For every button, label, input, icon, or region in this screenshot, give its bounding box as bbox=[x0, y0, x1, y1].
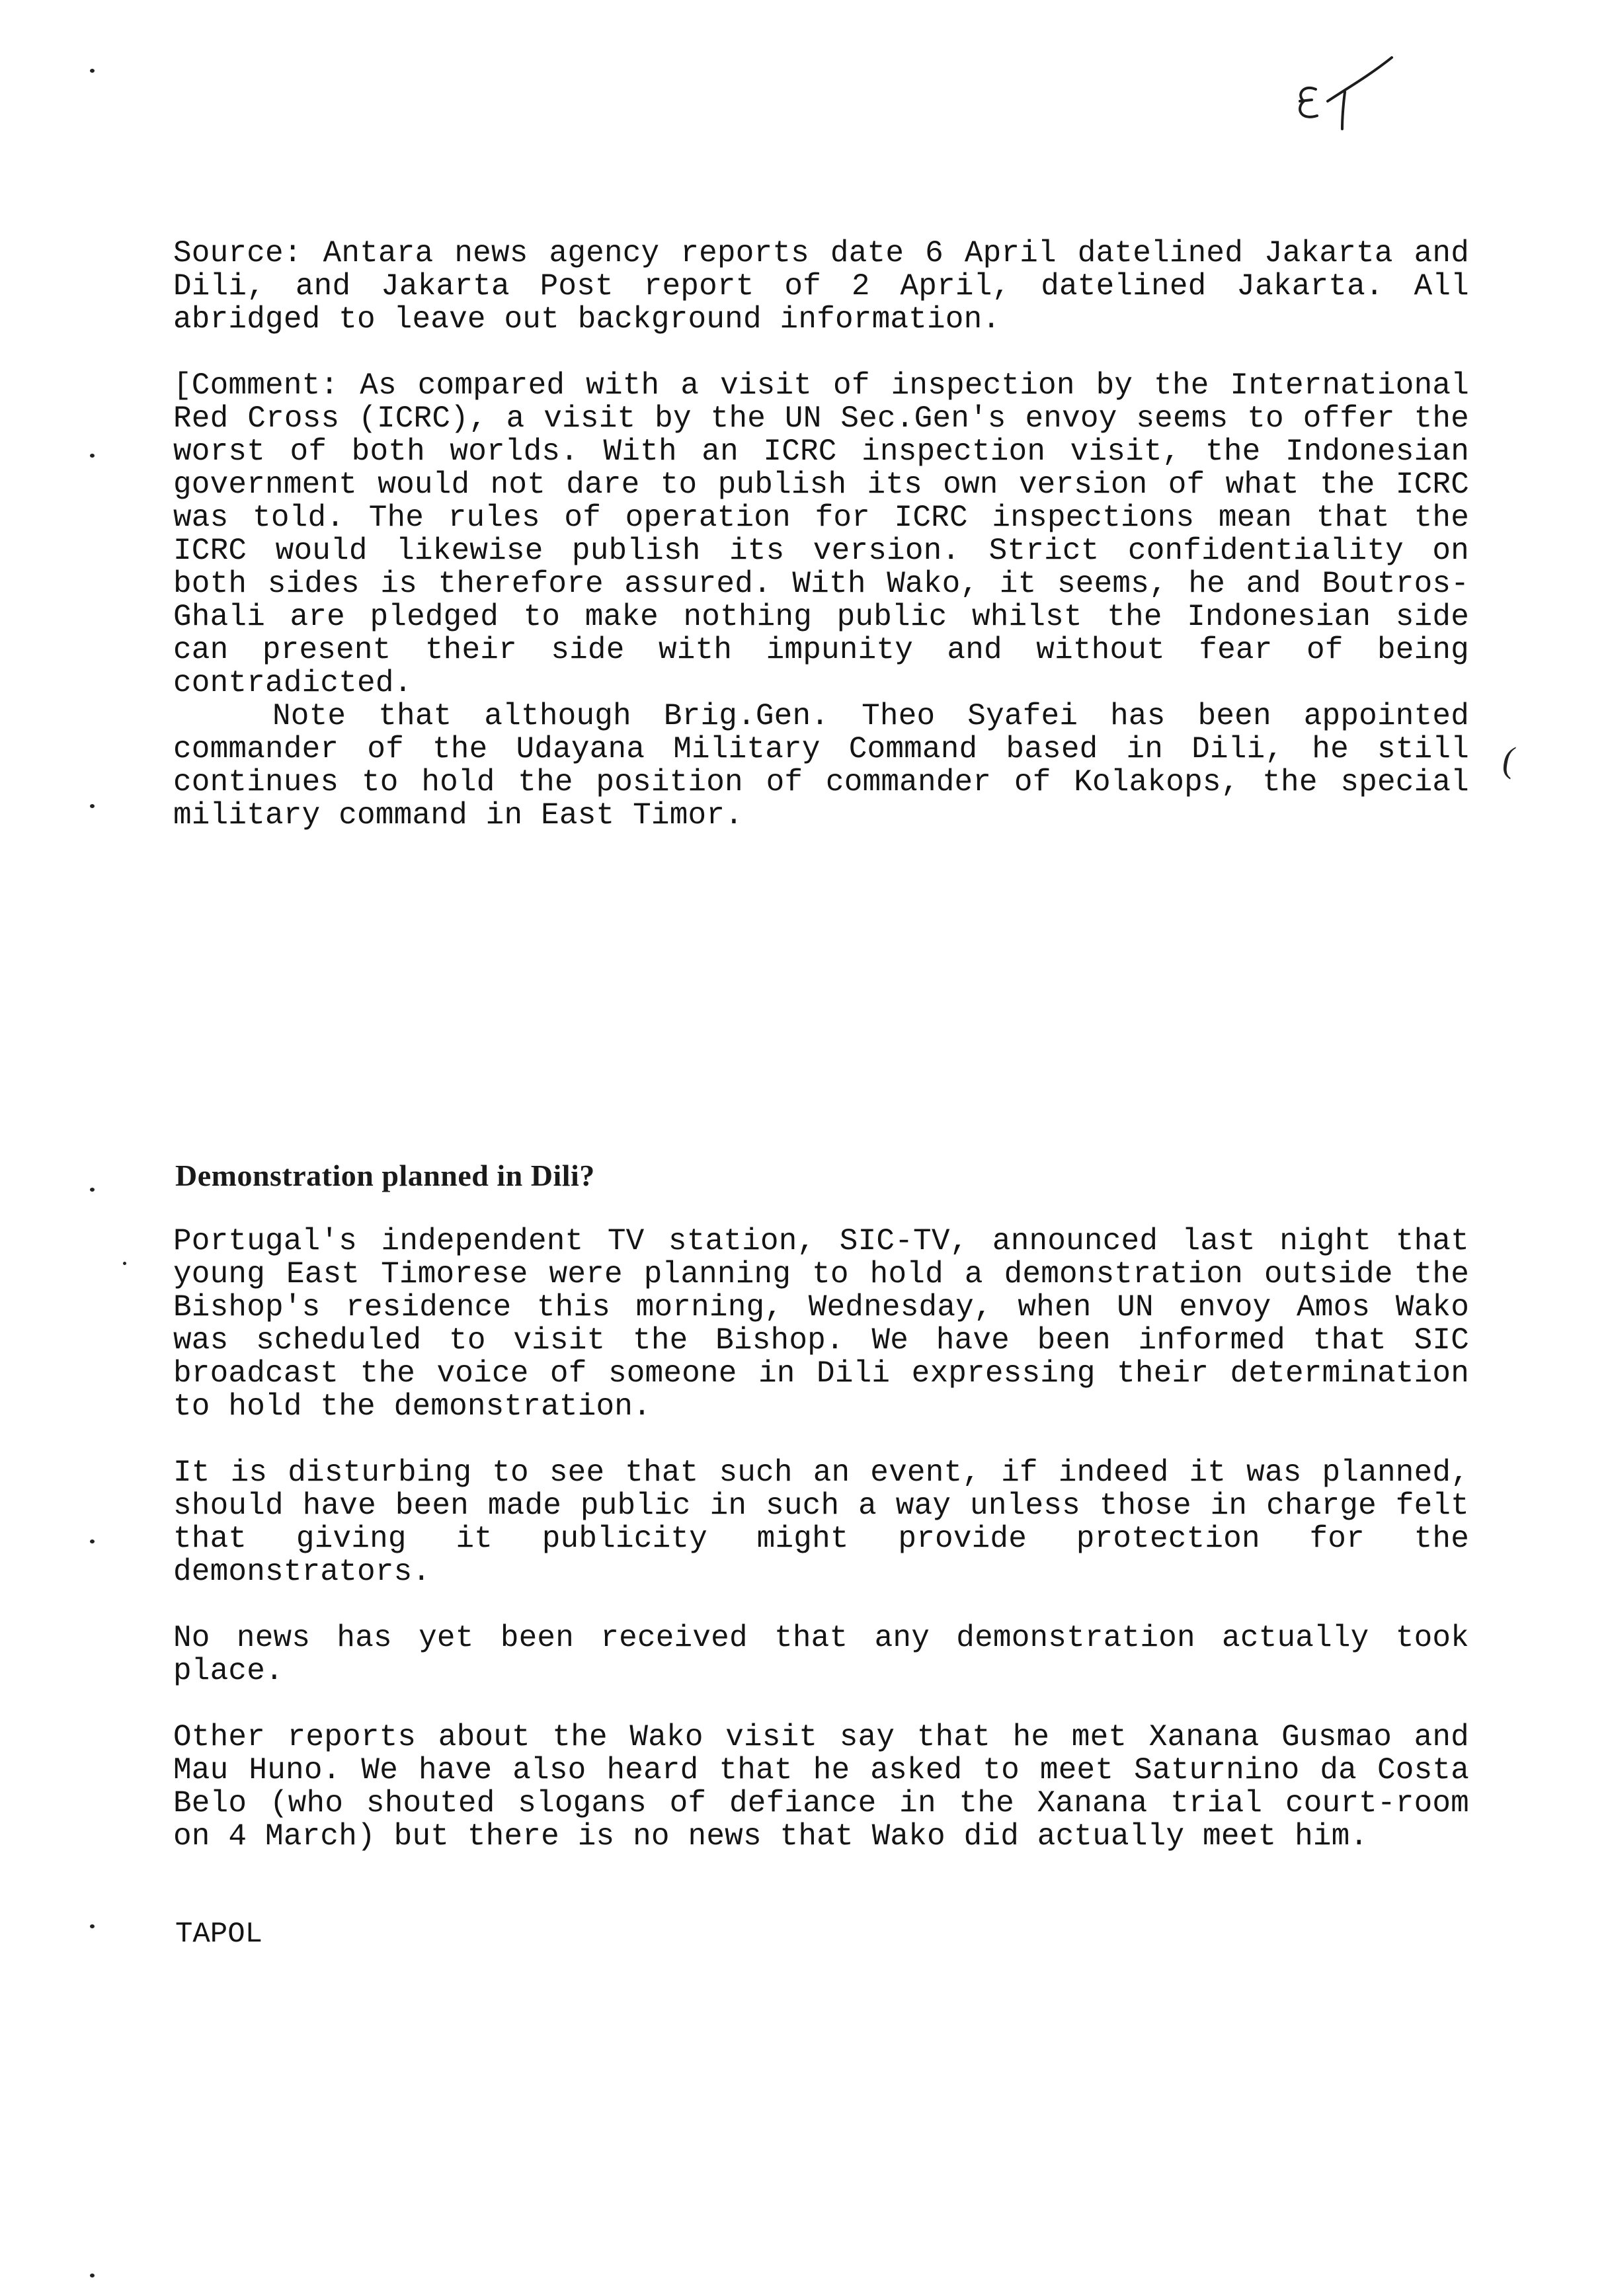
note-text: Note that although Brig.Gen. Theo Syafei has been appointed commander of the Udayana Military Command based in Dili, he still continues to hold the position of commander of Kolakops, the special military command in East Timor. bbox=[173, 699, 1469, 833]
article-paragraph-4 bbox=[173, 1721, 1469, 1853]
article-paragraph-text: It is disturbing to see that such an event, if indeed it was planned, should have been made public in such a way unless those in charge felt that giving it publicity might provide protection for the demonstrators. bbox=[173, 1456, 1469, 1589]
article-paragraph-1 bbox=[173, 1225, 1469, 1423]
margin-speck bbox=[90, 804, 95, 808]
handwritten-initials-et bbox=[1289, 50, 1402, 136]
source-paragraph bbox=[173, 237, 1469, 336]
margin-speck bbox=[90, 1188, 95, 1192]
article-heading: Demonstration planned in Dili? bbox=[175, 1159, 595, 1192]
margin-speck bbox=[90, 1539, 95, 1543]
article-paragraph-text: No news has yet been received that any demonstration actually took place. bbox=[173, 1621, 1469, 1688]
margin-speck bbox=[123, 1262, 126, 1265]
article-paragraph-text: Other reports about the Wako visit say that he met Xanana Gusmao and Mau Huno. We have also heard that he asked to meet Saturnino da Costa Belo (who shouted slogans of defiance in the Xanana trial court-room on 4 March) but there is no news that Wako did actually meet him. bbox=[173, 1720, 1469, 1854]
article-paragraph-text: Portugal's independent TV station, SIC-TV, announced last night that young East Timorese were planning to hold a demonstration outside the Bishop's residence this morning, Wednesday, when UN envoy Amos Wako was scheduled to visit the Bishop. We have been informed that SIC broadcast the voice of someone in Dili expressing their determination to hold the demonstration. bbox=[173, 1224, 1469, 1424]
margin-speck bbox=[90, 69, 95, 73]
source-text: Source: Antara news agency reports date 6 April datelined Jakarta and Dili, and Jakarta Post report of 2 April, datelined Jakarta. All abridged to leave out background information. bbox=[173, 236, 1469, 337]
article-paragraph-2 bbox=[173, 1456, 1469, 1588]
margin-speck bbox=[90, 2274, 95, 2277]
comment-block bbox=[173, 369, 1469, 832]
comment-text: [Comment: As compared with a visit of inspection by the International Red Cross (ICRC), a visit by the UN Sec.Gen's envoy seems to offer the worst of both worlds. With an ICRC inspection visit, the Indonesian government would not dare to publish its own version of what the ICRC was told. The rules of operation for ICRC inspections mean that the ICRC would likewise publish its version. Strict confidentiality on both sides is therefore assured. With Wako, it seems, he and Boutros-Ghali are pledged to make nothing public whilst the Indonesian side can present their side with impunity and without fear of being contradicted. bbox=[173, 368, 1469, 700]
margin-speck bbox=[90, 454, 95, 458]
margin-speck bbox=[90, 1924, 95, 1928]
margin-bracket-mark: ( bbox=[1502, 740, 1514, 780]
signature-tapol: TAPOL bbox=[175, 1918, 263, 1951]
article-paragraph-3 bbox=[173, 1621, 1469, 1688]
